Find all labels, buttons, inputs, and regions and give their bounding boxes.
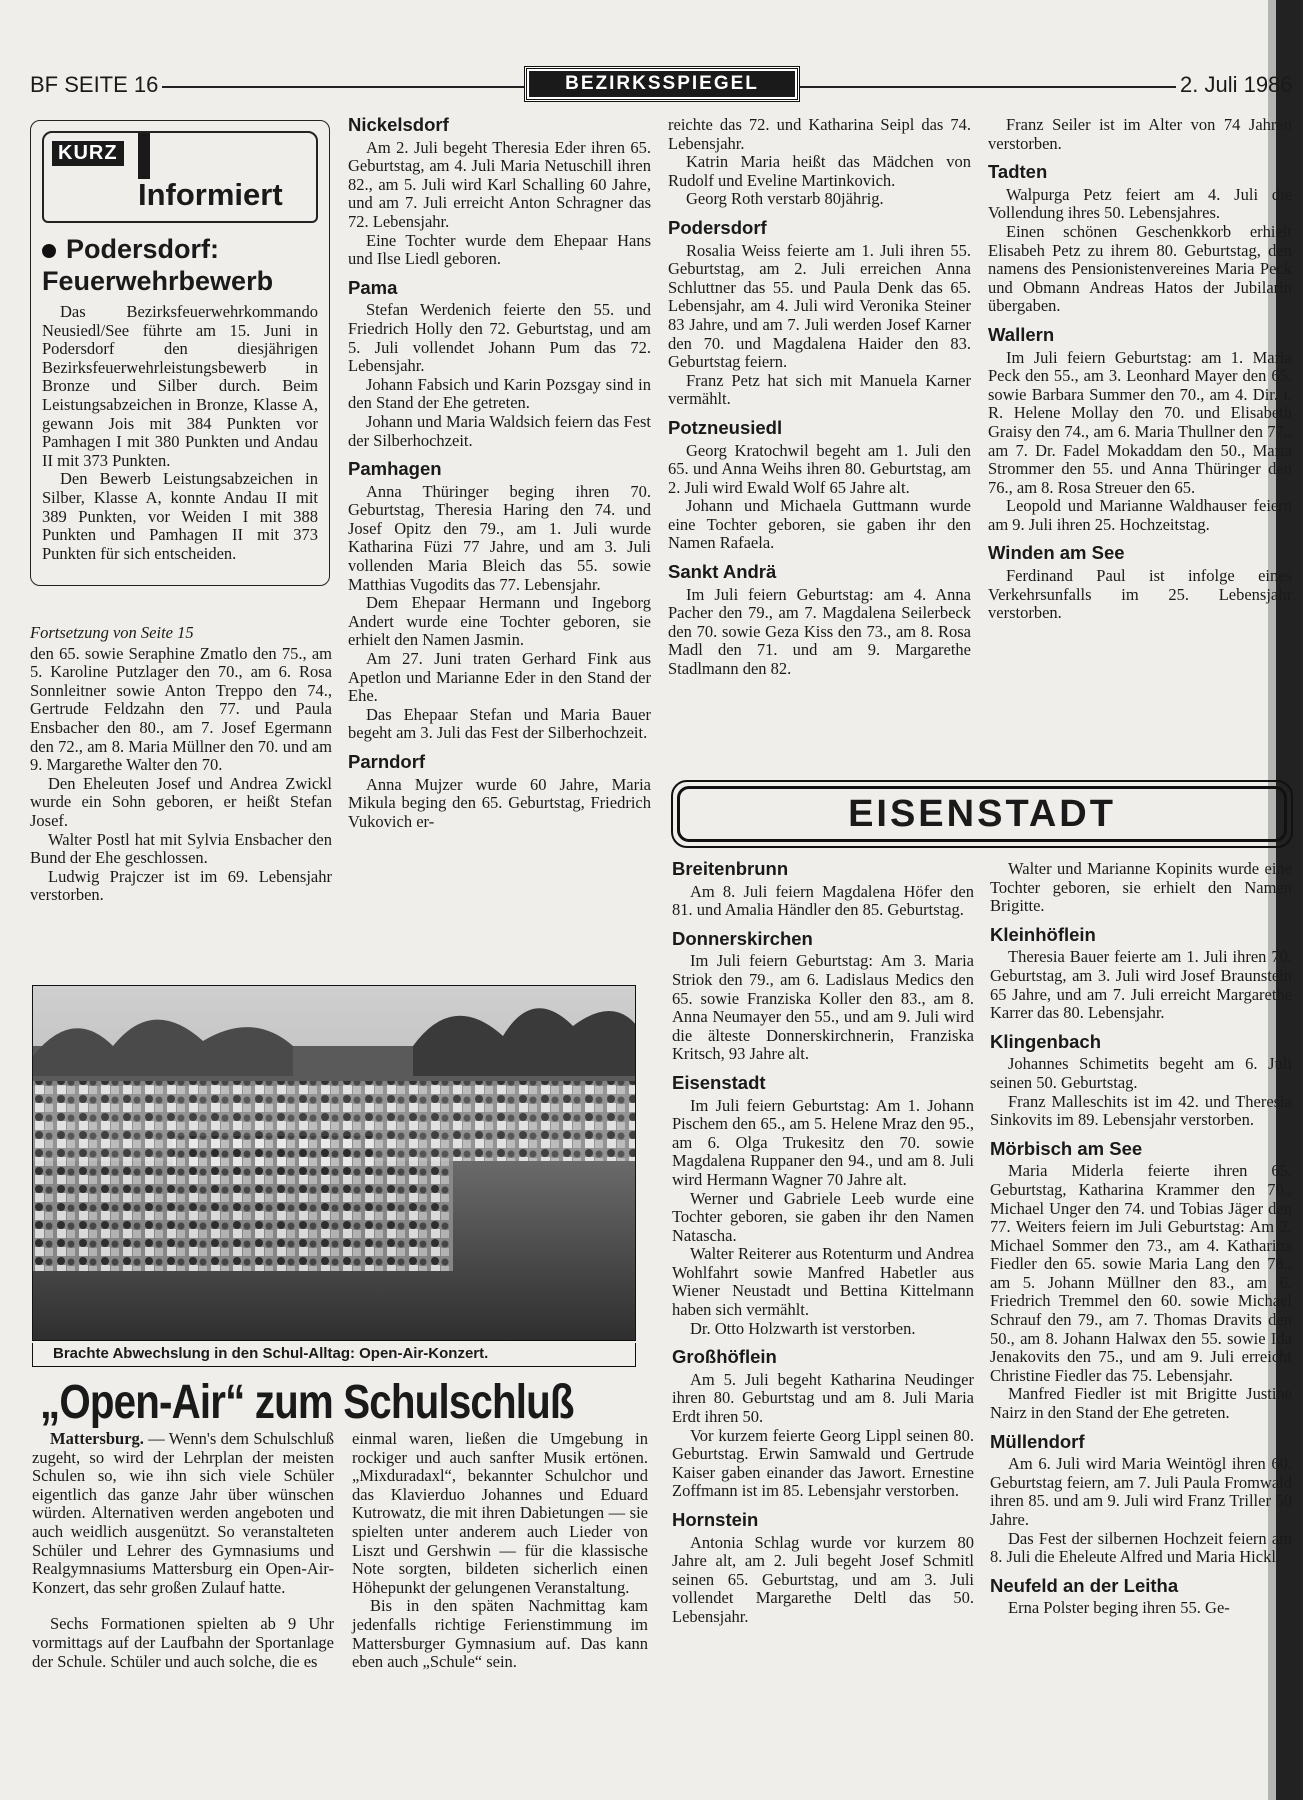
article-column-b: einmal waren, ließen die Umgebung in rockiger und auch sanfter Musik ertönen. „Mixduradaxl“, bekannter Schulchor und das Klavierduo Johannes und Eduard Kutrowatz, die mit ihren Dabietungen — sie spielten unter anderem auch Lieder von Liszt und Gershwin — für die klassische Note sorgten, bildeten sicherlich einen Höhepunkt der gelungenen Veranstaltung. Bis in den späten Nachmittag kam jedenfalls richtige Ferienstimmung im Mattersburger Gymnasium auf. Das kann eben auch „Schule“ sein.: [352, 1429, 648, 1672]
kurz-word: Informiert: [138, 177, 283, 212]
bullet-icon: [42, 244, 56, 258]
heading-kleinhoeflein: Kleinhöflein: [990, 923, 1096, 945]
heading-potzneusiedl: Potzneusiedl: [668, 416, 783, 438]
heading-grosshoeflein: Großhöflein: [672, 1346, 777, 1368]
header-rule-right: [800, 86, 1176, 88]
heading-donnerskirchen: Donnerskirchen: [672, 927, 813, 949]
column-2: Nickelsdorf Am 2. Juli begeht Theresia Eder ihren 65. Geburtstag, am 4. Juli Maria Netuschill ihren 82., am 5. Juli wird Karl Schalling 60 Jahre, und am 7. Juli erreicht Anton Schragner das 72. Lebensjahr. Eine Tochter wurde dem Ehepaar Hans und Ilse Liedl geboren. Pama Stefan Werdenich feierte den 55. und Friedrich Holly den 72. Geburtstag, und am 5. Juli vollendet Johann Pum das 72. Lebensjahr. Johann Fabsich und Karin Pozsgay sind in den Stand der Ehe getreten. Johann und Maria Waldsich feiern das Fest der Silberhochzeit. Pamhagen Anna Thüringer beging ihren 70. Geburtstag, Theresia Haring den 74. und Josef Opitz den 79., am 1. Juli wurde Katharina Füzi 77 Jahre, und am 3. Juli vollenden Maria Bleich das 55. sowie Matthias Vugodits das 77. Lebensjahr. Dem Ehepaar Hermann und Ingeborg Andert wurde eine Tochter geboren, sie erhielt den Namen Jasmin. Am 27. Juni traten Gerhard Fink aus Apetlon und Marianne Eder in den Stand der Ehe. Das Ehepaar Stefan und Maria Bauer begeht am 3. Juli das Fest der Silberhochzeit. Parndorf Anna Mujzer wurde 60 Jahre, Maria Mikula beging den 65. Geburtstag, Friedrich Vukovich er-: [348, 114, 651, 831]
heading-podersdorf: Podersdorf: [668, 216, 767, 238]
heading-muellendorf: Müllendorf: [990, 1430, 1085, 1452]
heading-pama: Pama: [348, 276, 398, 298]
heading-klingenbach: Klingenbach: [990, 1030, 1102, 1052]
kurz-tab: KURZ: [52, 141, 124, 166]
header-rule-left: [162, 86, 524, 88]
logo-bar: [138, 133, 150, 179]
eisenstadt-column-b: Walter und Marianne Kopinits wurde eine Tochter geboren, sie erhielt den Namen Brigitte. Kleinhöflein Theresia Bauer feierte am 1. Juli ihren 70. Geburtstag, am 3. Juli wird Josef Braunstein 65 Jahre, und am 7. Juli erreicht Margarethe Karrer das 80. Lebensjahr. Klingenbach Johannes Schimetits begeht am 6. Juli seinen 50. Geburtstag. Franz Malleschits ist im 42. und Theresia Sinkovits im 89. Lebensjahr verstorben. Mörbisch am See Maria Miderla feierte ihren 65. Geburtstag, Katharina Krammer den 70., Michael Unger den 74. und Tobias Jäger den 77. Weiters feiern im Juli Geburtstag: Am 2. Michael Sommer den 73., am 4. Katharina Fiedler den 65. sowie Maria Lang den 78., am 5. Johann Müllner den 83., am 6. Friedrich Tremmel den 60. sowie Michael Schrauf den 79., am 7. Thomas Dravits den 50., am 8. Johann Halwax den 55. sowie Ida Jenakovits den 75., und am 9. Juli erreicht Christine Fiedler das 75. Lebensjahr. Manfred Fiedler ist mit Brigitte Justine Nairz in den Stand der Ehe getreten. Müllendorf Am 6. Juli wird Maria Weintögl ihren 60. Geburtstag feiern, am 7. Juli Paula Fromwald ihren 85. und am 9. Juli wird Franz Triller 50 Jahre. Das Fest der silbernen Hochzeit feiern am 8. Juli die Eheleute Alfred und Maria Hickl. Neufeld an der Leitha Erna Polster beging ihren 55. Ge-: [990, 859, 1292, 1618]
kurz-informiert-logo: [42, 131, 318, 223]
article-column-a: Mattersburg. — Wenn's dem Schulschluß zugeht, so wird der Lehrplan der meisten Schulen so, wie ihn sich viele Schüler eigentlich das ganze Jahr über wünschen würden. Alternativen werden angeboten und auch weidlich ausgenützt. So veranstalteten Schüler und Lehrer des Gymnasiums und Realgymnasiums Mattersburg ein Open-Air-Konzert, das sehr großen Zulauf hatte. Sechs Formationen spielten ab 9 Uhr vormittags auf der Laufbahn der Sportanlage der Schule. Schüler und auch solche, die es: [32, 1429, 334, 1671]
eisenstadt-title: EISENSTADT: [677, 786, 1287, 842]
crowd-image: [33, 986, 636, 1341]
article-dateline: Mattersburg.: [50, 1429, 144, 1448]
heading-sankt-andrae: Sankt Andrä: [668, 561, 777, 583]
heading-wallern: Wallern: [988, 323, 1055, 345]
article-headline: „Open-Air“ zum Schulschluß: [40, 1376, 574, 1429]
heading-tadten: Tadten: [988, 161, 1048, 183]
heading-winden-am-see: Winden am See: [988, 542, 1125, 564]
kurz-body: Das Bezirksfeuerwehrkommando Neusiedl/See führte am 15. Juni in Podersdorf den diesjährigen Bezirksfeuerwehrleistungsbewerb in Bronze und Silber durch. Beim Leistungsabzeichen in Bronze, Klasse A, gewann Jois mit 384 Punkten vor Pamhagen I mit 380 Punkten und Andau II mit 373 Punkten. Den Bewerb Leistungsabzeichen in Silber, Klasse A, konnte Andau II mit 389 Punkten, vor Weiden I mit 388 Punkten und Pamhagen II mit 373 Punkten für sich entscheiden.: [42, 302, 318, 563]
heading-neufeld-an-der-leitha: Neufeld an der Leitha: [990, 1574, 1179, 1596]
heading-pamhagen: Pamhagen: [348, 458, 442, 480]
heading-parndorf: Parndorf: [348, 751, 426, 772]
heading-breitenbrunn: Breitenbrunn: [672, 858, 789, 879]
heading-hornstein: Hornstein: [672, 1509, 759, 1530]
eisenstadt-banner: [671, 780, 1293, 848]
kurz-headline: Podersdorf: Feuerwehrbewerb: [42, 234, 274, 296]
heading-nickelsdorf: Nickelsdorf: [348, 114, 449, 135]
kurz-informiert-box: [30, 120, 330, 586]
section-title: BEZIRKSSPIEGEL: [529, 71, 795, 97]
heading-eisenstadt: Eisenstadt: [672, 1071, 766, 1093]
heading-moerbisch-am-see: Mörbisch am See: [990, 1137, 1143, 1159]
eisenstadt-column-a: Breitenbrunn Am 8. Juli feiern Magdalena Höfer den 81. und Amalia Händler den 85. Geburtstag. Donnerskirchen Im Juli feiern Geburtstag: Am 3. Maria Striok den 79., am 6. Ladislaus Medics den 65. sowie Franziska Koller den 83., am 8. Anna Neumayer den 55., und am 9. Juli wird die älteste Donnerskirchnerin, Franziska Kritsch, 93 Jahre alt. Eisenstadt Im Juli feiern Geburtstag: Am 1. Johann Pischem den 65., am 5. Helene Mraz den 95., am 6. Olga Trukesitz den 70. sowie Magdalena Ruppaner den 94., und am 8. Juli wird Hermann Wagner 70 Jahre alt. Werner und Gabriele Leeb wurde eine Tochter geboren, sie gaben ihr den Namen Natascha. Walter Reiterer aus Rotenturm und Andrea Wohlfahrt sowie Manfred Habetler aus Wiener Neustadt und Bettina Kittelmann haben sich vermählt. Dr. Otto Holzwarth ist verstorben. Großhöflein Am 5. Juli begeht Katharina Neudinger ihren 80. Geburtstag und am 8. Juli Maria Erdt ihren 50. Vor kurzem feierte Georg Lippl seinen 80. Geburtstag. Erwin Samwald und Gertrude Kaiser gaben einander das Jawort. Ernestine Zoffmann ist im 85. Lebensjahr verstorben. Hornstein Antonia Schlag wurde vor kurzem 80 Jahre alt, am 2. Juli begeht Josef Schmitl seinen 65. Geburtstag, und am 3. Juli vollendet Margarethe Deltl das 50. Lebensjahr.: [672, 858, 974, 1626]
section-banner: [524, 66, 800, 102]
issue-date: 2. Juli 1986: [1180, 72, 1293, 97]
continuation-column: Fortsetzung von Seite 15 den 65. sowie Seraphine Zmatlo den 75., am 5. Karoline Putzlager den 70., am 6. Rosa Sonnleitner sowie Anton Treppo den 74., Gertrude Feldzahn den 77. und Paula Ensbacher den 80., am 7. Josef Egermann den 72., am 8. Maria Müllner den 70. und am 9. Margarethe Walter den 70. Den Eheleuten Josef und Andrea Zwickl wurde ein Sohn geboren, er heißt Stefan Josef. Walter Postl hat mit Sylvia Ensbacher den Bund der Ehe geschlossen. Ludwig Prajczer ist im 69. Lebensjahr verstorben.: [30, 623, 332, 905]
page-number: BF SEITE 16: [30, 72, 159, 97]
concert-photo: [32, 985, 636, 1341]
continuation-note: Fortsetzung von Seite 15: [30, 623, 194, 642]
column-4: Franz Seiler ist im Alter von 74 Jahren verstorben. Tadten Walpurga Petz feiert am 4. Juli die Vollendung ihres 50. Lebensjahres. Einen schönen Geschenkkorb erhielt Elisabeh Petz zu ihrem 80. Geburtstag, den namens des Pensionistenvereines Maria Peck und Obmann Andreas Hatos der Jubilarin übergaben. Wallern Im Juli feiern Geburtstag: am 1. Maria Peck den 55., am 3. Leonhard Mayer den 65. sowie Barbara Summer den 70., am 4. Dir. i. R. Helene Mollay den 70. und Elisabeth Graisy den 74., am 6. Maria Thullner den 77., am 7. Dr. Fadel Mokaddam den 50., Maria Strommer den 55. und Anna Thüringer den 76., am 8. Rosa Streuer den 65. Leopold und Marianne Waldhauser feiern am 9. Juli ihren 25. Hochzeitstag. Winden am See Ferdinand Paul ist infolge eines Verkehrsunfalls im 25. Lebensjahr verstorben.: [988, 115, 1292, 623]
column-3: reichte das 72. und Katharina Seipl das 74. Lebensjahr. Katrin Maria heißt das Mädchen von Rudolf und Eveline Martinkovich. Georg Roth verstarb 80jährig. Podersdorf Rosalia Weiss feierte am 1. Juli ihren 55. Geburtstag, am 2. Juli erreichen Anna Schluttner das 55. und Paula Denk das 65. Lebensjahr, am 4. Juli wird Veronika Steiner 83 Jahre, und am 7. Juli werden Josef Karner den 70. und Magdalena Haider den 83. Geburtstag feiern. Franz Petz hat sich mit Manuela Karner vermählt. Potzneusiedl Georg Kratochwil begeht am 1. Juli den 65. und Anna Weihs ihren 80. Geburtstag, am 2. Juli wird Ewald Wolf 65 Jahre alt. Johann und Michaela Guttmann wurde eine Tochter geboren, sie gaben ihr den Namen Rafaela. Sankt Andrä Im Juli feiern Geburtstag: am 4. Anna Pacher den 79., am 7. Magdalena Seilerbeck den 70. sowie Geza Kiss den 73., am 8. Rosa Madl den 71. und am 9. Margarethe Stadlmann den 82.: [668, 115, 971, 679]
photo-caption: Brachte Abwechslung in den Schul-Alltag: Open-Air-Konzert.: [32, 1343, 636, 1367]
